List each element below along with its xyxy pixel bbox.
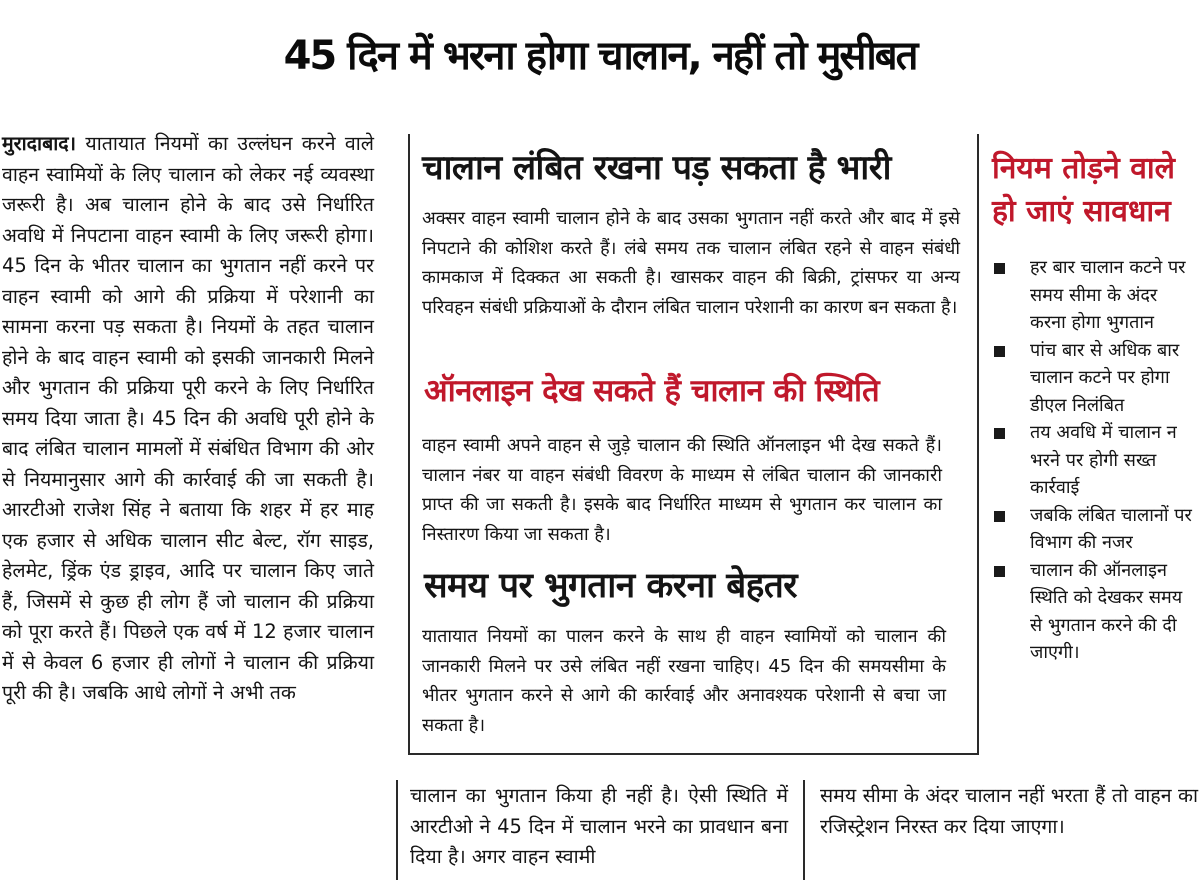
square-bullet-icon	[994, 263, 1005, 274]
box-left-rule	[408, 134, 410, 754]
section-heading-ontime: समय पर भुगतान करना बेहतर	[424, 566, 798, 606]
article-left-column	[2, 129, 374, 709]
square-bullet-icon	[994, 511, 1005, 522]
section-heading-online: ऑनलाइन देख सकते हैं चालान की स्थिति	[424, 373, 880, 409]
box-bottom-rule	[408, 753, 979, 755]
headline: 45 दिन में भरना होगा चालान, नहीं तो मुसीबत	[283, 33, 917, 79]
sidebar-bullet-item	[992, 557, 1192, 667]
section-text-ontime: यातायात नियमों का पालन करने के साथ ही वाहन स्वामियों को चालान की जानकारी मिलने पर उसे लंबित नहीं रखना चाहिए। 45 दिन की समयसीमा के भीतर भुगतान करने से आगे की कार्रवाई और अनावश्यक परेशानी से बचा जा सकता है।	[422, 626, 946, 736]
sidebar-heading: नियम तोड़ने वाले हो जाएं सावधान	[992, 151, 1176, 229]
article-bottom-middle-column: चालान का भुगतान किया ही नहीं है। ऐसी स्थिति में आरटीओ ने 45 दिन में चालान भरने का प्रावधान बना दिया है। अगर वाहन स्वामी	[410, 784, 788, 868]
column-divider-bottom-left	[396, 780, 398, 880]
sidebar-bullet-text: चालान की ऑनलाइन स्थिति को देखकर समय से भुगतान करने की दी जाएगी।	[1030, 559, 1183, 663]
sidebar-bullet-item	[992, 254, 1192, 337]
section-text-online: वाहन स्वामी अपने वाहन से जुड़े चालान की स्थिति ऑनलाइन भी देख सकते हैं। चालान नंबर या वाहन संबंधी विवरण के माध्यम से लंबित चालान की जानकारी प्राप्त की जा सकती है। इसके बाद निर्धारित माध्यम से भुगतान कर चालान का निस्तारण किया जा सकता है।	[422, 435, 942, 545]
square-bullet-icon	[994, 346, 1005, 357]
sidebar-bullet-list	[992, 254, 1192, 667]
sidebar-bullet-text: पांच बार से अधिक बार चालान कटने पर होगा डीएल निलंबित	[1030, 339, 1180, 416]
square-bullet-icon	[994, 428, 1005, 439]
square-bullet-icon	[994, 566, 1005, 577]
box-right-rule	[977, 134, 979, 755]
article-bottom-right-column: समय सीमा के अंदर चालान नहीं भरता हैं तो वाहन का रजिस्ट्रेशन निरस्त कर दिया जाएगा।	[820, 784, 1198, 838]
sidebar-bullet-text: हर बार चालान कटने पर समय सीमा के अंदर करना होगा भुगतान	[1030, 257, 1186, 333]
sidebar-bullet-text: तय अवधि में चालान न भरने पर होगी सख्त कार्रवाई	[1030, 422, 1177, 498]
section-heading-pending: चालान लंबित रखना पड़ सकता है भारी	[422, 148, 891, 188]
column-divider-bottom-right	[803, 780, 805, 880]
section-text-pending: अक्सर वाहन स्वामी चालान होने के बाद उसका भुगतान नहीं करते और बाद में इसे निपटाने की कोशिश करते हैं। लंबे समय तक चालान लंबित रहने से वाहन संबंधी कामकाज में दिक्कत आ सकती है। खासकर वाहन की बिक्री, ट्रांसफर या अन्य परिवहन संबंधी प्रक्रियाओं के दौरान लंबित चालान परेशानी का कारण बन सकता है।	[422, 208, 960, 318]
left-column-text: यातायात नियमों का उल्लंघन करने वाले वाहन स्वामियों के लिए चालान को लेकर नई व्यवस्था जरूरी है। अब चालान होने के बाद उसे निर्धारित अवधि में निपटाना वाहन स्वामी के लिए जरूरी होगा। 45 दिन के भीतर चालान का भुगतान नहीं करने पर वाहन स्वामी को आगे की प्रक्रिया में परेशानी का सामना करना पड़ सकता है। नियमों के तहत चालान होने के बाद वाहन स्वामी को इसकी जानकारी मिलने और भुगतान की प्रक्रिया पूरी करने के लिए निर्धारित समय दिया जाता है। 45 दिन की अवधि पूरी होने के बाद लंबित चालान मामलों में संबंधित विभाग की ओर से नियमानुसार आगे की कार्रवाई की जा सकती है। आरटीओ राजेश सिंह ने बताया कि शहर में हर माह एक हजार से अधिक चालान सीट बेल्ट, रॉग साइड, हेलमेट, ड्रिंक एंड ड्राइव, आदि पर चालान किए जाते हैं, जिसमें से कुछ ही लोग हैं जो चालान की प्रक्रिया को पूरा करते हैं। पिछले एक वर्ष में 12 हजार चालान में से केवल 6 हजार ही लोगों ने चालान की प्रक्रिया पूरी की है। जबकि आधे लोगों ने अभी तक	[2, 132, 374, 704]
sidebar-bullet-text: जबकि लंबित चालानों पर विभाग की नजर	[1030, 504, 1192, 553]
sidebar-bullet-item	[992, 502, 1192, 557]
sidebar-bullet-item	[992, 419, 1192, 502]
sidebar-bullet-item	[992, 337, 1192, 420]
dateline: मुरादाबाद।	[2, 132, 77, 155]
